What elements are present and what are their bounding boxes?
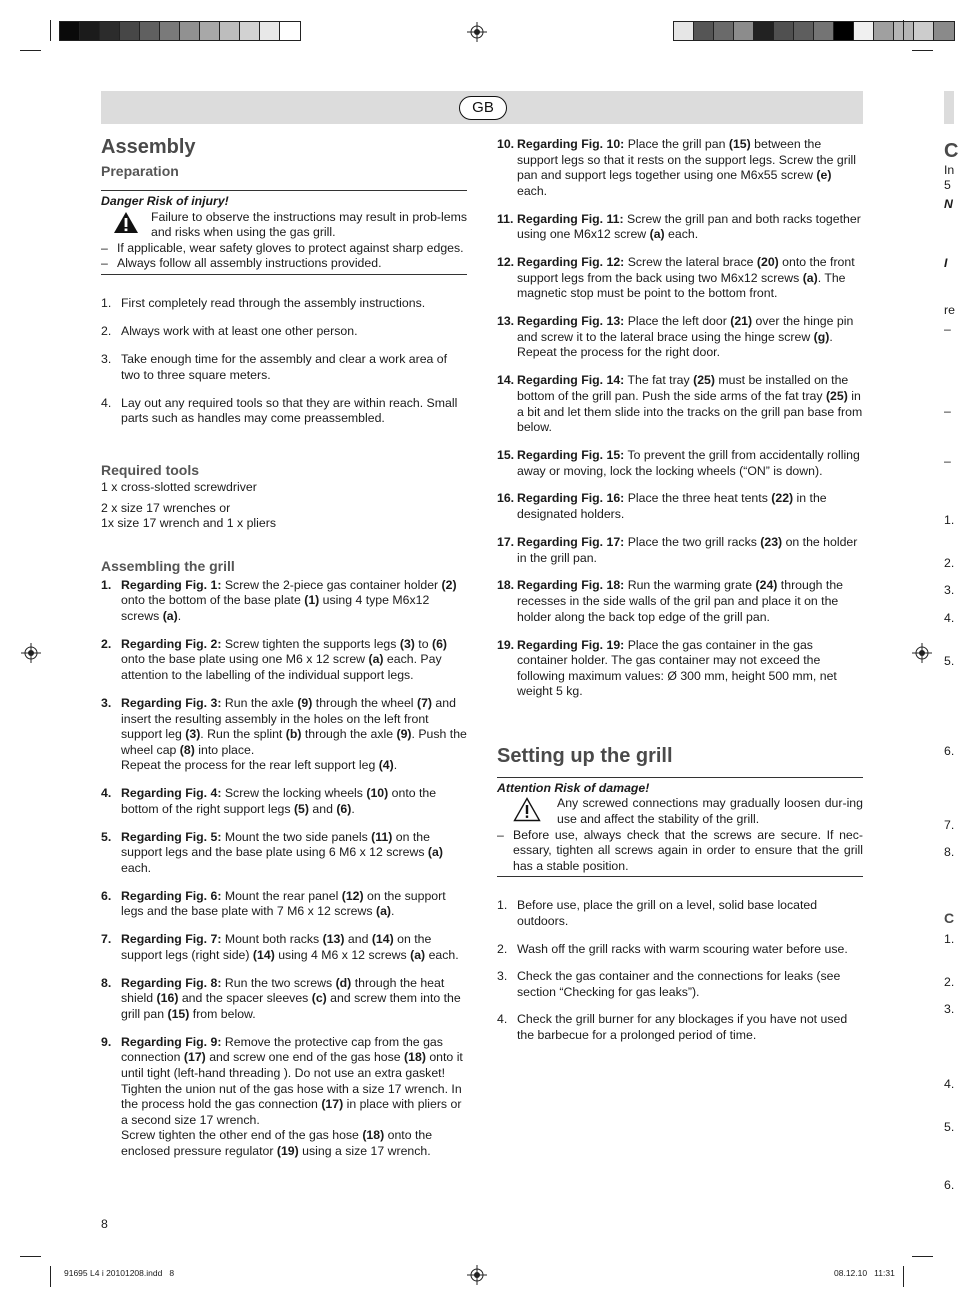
edge-text-fragment: 5. [944, 1120, 955, 1134]
list-item: 7. Regarding Fig. 7: Mount both racks (13) and (14) on the support legs (right side) (14) using 4 M6 x 12 screws (a) each. [101, 932, 459, 962]
edge-text-fragment: – [944, 404, 951, 418]
edge-text-fragment: 2. [944, 556, 955, 570]
language-badge: GB [459, 96, 507, 120]
list-item: 4. Regarding Fig. 4: Screw the locking wheels (10) onto the bottom of the right support legs (5) and (6). [101, 786, 437, 816]
edge-text-fragment: 1. [944, 932, 955, 946]
color-swatch [754, 22, 774, 40]
color-swatch [60, 22, 80, 40]
color-swatch [120, 22, 140, 40]
edge-text-fragment: 3. [944, 583, 955, 597]
crop-mark [912, 1256, 933, 1257]
color-bar-left [59, 21, 301, 41]
file-info: 91695 L4 i 20101208.indd 8 [64, 1268, 175, 1278]
color-swatch [180, 22, 200, 40]
danger-box [101, 190, 467, 275]
edge-text-fragment: 6. [944, 1178, 955, 1192]
danger-text: Failure to observe the instructions may result in prob-lems and risks when using the gas grill. [151, 209, 467, 240]
edge-text-fragment: 8. [944, 845, 955, 859]
list-item: 13. Regarding Fig. 13: Place the left door (21) over the hinge pin and screw it to the lateral brace using the hinge screw (g). Repeat the process for the right door. [497, 314, 854, 360]
list-item: 9. Regarding Fig. 9: Remove the protective cap from the gas connection (17) and screw one end of the gas hose (18) onto it until tight (left-hand threading ). Do not use an extra gasket! Tighten the union nut of the gas hose with a size 17 wrench. In the process hold the gas connection (17) in place with pliers or a second size 17 wrench. Screw tighten the other end of the gas hose (18) onto the enclosed pressure regulator (19) using a size 17 wrench. [101, 1034, 463, 1158]
color-bar-right [673, 21, 955, 41]
attention-text: Any screwed connections may gradually loosen dur-ing use and affect the stability of the grill. [557, 796, 863, 827]
edge-text-fragment: In [944, 163, 955, 177]
setup-steps-list [497, 898, 863, 1043]
assembly-steps-list-continued [497, 137, 863, 700]
edge-text-fragment: 5. [944, 654, 955, 668]
crop-mark [912, 50, 933, 51]
left-column [101, 135, 467, 1160]
edge-text-fragment: 4. [944, 1077, 955, 1091]
color-swatch [220, 22, 240, 40]
edge-text-fragment: – [944, 322, 951, 336]
print-datetime: 08.12.10 11:31 [834, 1268, 895, 1278]
color-swatch [80, 22, 100, 40]
color-swatch [694, 22, 714, 40]
section-title-setting-up: Setting up the grill [497, 744, 673, 767]
crop-mark [903, 1266, 904, 1287]
list-item: 12. Regarding Fig. 12: Screw the lateral brace (20) onto the front support legs from the back using two M6x12 screws (a). The magnetic stop must be point to the bottom front. [497, 255, 855, 301]
list-item: 3. Check the gas container and the connections for leaks (see section “Checking for gas leaks”). [497, 969, 841, 999]
color-swatch [140, 22, 160, 40]
crop-mark [903, 20, 904, 41]
next-page-edge [944, 0, 958, 1308]
danger-heading: Danger Risk of injury! [101, 194, 229, 208]
crop-mark [20, 1256, 41, 1257]
subheading-assembling: Assembling the grill [101, 557, 235, 574]
list-item: 6. Regarding Fig. 6: Mount the rear panel (12) on the support legs and the base plate with 7 M6 x 12 screws (a). [101, 888, 446, 919]
list-item: 17. Regarding Fig. 17: Place the two grill racks (23) on the holder in the grill pan. [497, 534, 858, 565]
list-item: 15. Regarding Fig. 15: To prevent the grill from accidentally rolling away or moving, lock the locking wheels (“ON” is down). [497, 447, 860, 478]
list-item: 11. Regarding Fig. 11: Screw the grill pan and both racks together using one M6x12 screw (a) each. [497, 211, 861, 242]
attention-bullet: – Before use, always check that the screws are secure. If nec-essary, tighten all screws again in order to ensure that the grill has a stable position. [497, 827, 863, 873]
right-column [497, 137, 863, 1044]
color-swatch [914, 22, 934, 40]
list-item: 1. Before use, place the grill on a level, solid base located outdoors. [497, 898, 818, 929]
registration-mark-icon [467, 1265, 487, 1285]
edge-text-fragment: 6. [944, 744, 955, 758]
danger-bullet: – If applicable, wear safety gloves to protect against sharp edges. [101, 240, 464, 255]
color-swatch [714, 22, 734, 40]
list-item: 2. Always work with at least one other person. [101, 324, 358, 339]
edge-text-fragment: N [944, 197, 953, 211]
section-title-assembly: Assembly [101, 136, 196, 158]
list-item: 1. First completely read through the assembly instructions. [101, 295, 426, 310]
color-swatch [260, 22, 280, 40]
color-swatch [874, 22, 894, 40]
list-item: 8. Regarding Fig. 8: Run the two screws (d) through the heat shield (16) and the spacer sleeves (c) and screw them into the grill pan (15) from below. [101, 975, 461, 1021]
edge-text-fragment: C [944, 910, 955, 926]
danger-bullet: – Always follow all assembly instructions provided. [101, 256, 382, 271]
list-item: 3. Take enough time for the assembly and clear a work area of two to three square meters. [101, 352, 448, 382]
list-item: 14. Regarding Fig. 14: The fat tray (25) must be installed on the bottom of the grill pan. Push the side arms of the fat tray (25) in a bit and let them slide into the tracks on the grill pan base from below. [497, 373, 863, 435]
color-swatch [894, 22, 914, 40]
page-number: 8 [101, 1217, 108, 1231]
edge-text-fragment: C [944, 140, 958, 162]
warning-triangle-icon [113, 211, 139, 234]
edge-text-fragment: 4. [944, 611, 955, 625]
subheading-required-tools: Required tools [101, 462, 200, 479]
color-swatch [854, 22, 874, 40]
registration-mark-icon [467, 22, 487, 42]
list-item: 5. Regarding Fig. 5: Mount the two side panels (11) on the support legs and the base plate using 6 M6 x 12 screws (a) each. [101, 829, 443, 875]
color-swatch [200, 22, 220, 40]
crop-mark [20, 50, 41, 51]
list-item: 10. Regarding Fig. 10: Place the grill pan (15) between the support legs so that it rests on the support legs. Screw the grill pan and support legs together using one M6x55 screw (e) each. [497, 137, 857, 198]
attention-heading: Attention Risk of damage! [497, 780, 650, 795]
color-swatch [774, 22, 794, 40]
edge-text-fragment: 7. [944, 818, 955, 832]
color-swatch [280, 22, 300, 40]
list-item: 2. Wash off the grill racks with warm scouring water before use. [497, 941, 848, 956]
edge-text-fragment: I [944, 256, 948, 270]
edge-text-fragment: – [944, 454, 951, 468]
color-swatch [160, 22, 180, 40]
list-item: 4. Lay out any required tools so that they are within reach. Small parts such as handles may come preassembled. [101, 395, 458, 426]
color-swatch [674, 22, 694, 40]
list-item: 3. Regarding Fig. 3: Run the axle (9) through the wheel (7) and insert the resulting assembly in the holes on the left front support leg (3). Run the splint (b) through the axle (9). Push the wheel cap (8) into place. Repeat the process for the rear left support leg (4). [101, 695, 467, 773]
crop-mark [50, 20, 51, 41]
color-swatch [100, 22, 120, 40]
list-item: 19. Regarding Fig. 19: Place the gas container in the gas container holder. The gas container may not exceed the following maximum values: Ø 300 mm, height 500 mm, net weight 5 kg. [497, 637, 837, 699]
tools-line: 1 x cross-slotted screwdriver [101, 480, 257, 495]
list-item: 2. Regarding Fig. 2: Screw tighten the supports legs (3) to (6) onto the base plate using one M6 x 12 screw (a) each. Pay attention to the labelling of the individual support legs. [101, 636, 447, 683]
color-swatch [794, 22, 814, 40]
list-item: 1. Regarding Fig. 1: Screw the 2-piece gas container holder (2) onto the bottom of the base plate (1) using 4 type M6x12 screws (a). [101, 577, 457, 623]
color-swatch [734, 22, 754, 40]
edge-text-fragment: 2. [944, 975, 955, 989]
crop-mark [50, 1266, 51, 1287]
list-item: 18. Regarding Fig. 18: Run the warming grate (24) through the recesses in the side walls of the gril pan and place it on the holder along the back top edge of the grill pan. [497, 578, 844, 624]
assembly-steps-list [101, 578, 467, 1160]
tools-line: 2 x size 17 wrenches or [101, 500, 231, 515]
tools-line: 1x size 17 wrench and 1 x pliers [101, 516, 276, 531]
list-item: 16. Regarding Fig. 16: Place the three heat tents (22) in the designated holders. [497, 491, 827, 522]
subheading-preparation: Preparation [101, 163, 179, 179]
edge-text-fragment: re [944, 303, 955, 317]
color-swatch [834, 22, 854, 40]
warning-exclamation-icon [513, 797, 541, 822]
attention-box [497, 777, 863, 878]
edge-text-fragment: 5 [944, 178, 951, 192]
color-swatch [240, 22, 260, 40]
registration-mark-icon [912, 643, 932, 663]
color-swatch [814, 22, 834, 40]
prep-steps-list [101, 296, 467, 427]
edge-text-fragment: 1. [944, 513, 955, 527]
list-item: 4. Check the grill burner for any blockages if you have not used the barbecue for a prolonged period of time. [497, 1012, 848, 1043]
registration-mark-icon [21, 643, 41, 663]
edge-text-fragment: 3. [944, 1002, 955, 1016]
